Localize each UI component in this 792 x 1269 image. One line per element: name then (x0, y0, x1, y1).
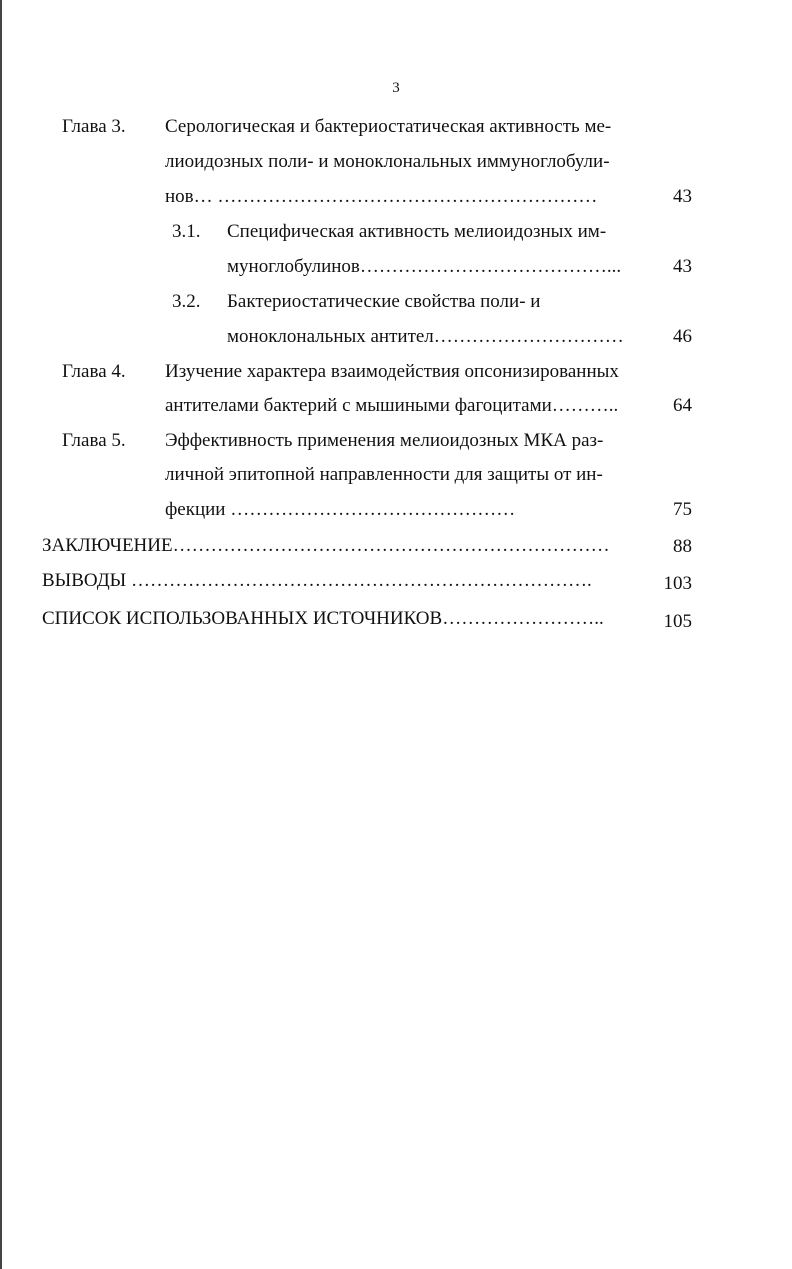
toc-chapter-4-page: 64 (673, 395, 692, 416)
toc-findings-page: 103 (663, 573, 692, 594)
toc-section-3-1-title-line-1: Специфическая активность мелиоидозных им- (227, 221, 607, 242)
toc-conclusion-page: 88 (673, 536, 692, 557)
toc-chapter-3-page: 43 (673, 186, 692, 207)
toc-chapter-5-title-line-1: Эффективность применения мелиоидозных МКА раз- (165, 430, 604, 451)
toc-chapter-5-title-line-2: личной эпитопной направленности для защиты от ин- (165, 464, 603, 485)
toc-chapter-5-title-line-3: фекции ……………………………………… (165, 499, 516, 520)
toc-chapter-4-title-line-2: антителами бактерий с мышиными фагоцитами……….. (165, 395, 619, 416)
toc-section-3-2-title-line-2: моноклональных антител………………………… (227, 326, 624, 347)
toc-section-3-1-page: 43 (673, 256, 692, 277)
toc-chapter-3-label: Глава 3. (62, 116, 126, 137)
toc-section-3-2-number: 3.2. (172, 291, 201, 312)
toc-section-3-2-title-line-1: Бактериостатические свойства поли- и (227, 291, 541, 312)
toc-chapter-3-title-line-2: лиоидозных поли- и моноклональных иммуноглобули- (165, 151, 610, 172)
toc-references-title: СПИСОК ИСПОЛЬЗОВАННЫХ ИСТОЧНИКОВ…………………….. (42, 608, 604, 629)
toc-section-3-1-number: 3.1. (172, 221, 201, 242)
toc-findings-title: ВЫВОДЫ ………………………………………………………………. (42, 570, 592, 591)
toc-chapter-5-label: Глава 5. (62, 430, 126, 451)
toc-chapter-4-label: Глава 4. (62, 361, 126, 382)
page-number: 3 (392, 80, 400, 96)
toc-chapter-5-page: 75 (673, 499, 692, 520)
toc-chapter-3-title-line-1: Серологическая и бактериостатическая активность ме- (165, 116, 612, 137)
toc-chapter-3-title-line-3: нов… …………………………………………………… (165, 186, 598, 207)
toc-chapter-4-title-line-1: Изучение характера взаимодействия опсонизированных (165, 361, 619, 382)
toc-section-3-2-page: 46 (673, 326, 692, 347)
toc-section-3-1-title-line-2: муноглобулинов…………………………………... (227, 256, 622, 277)
toc-references-page: 105 (663, 611, 692, 632)
toc-conclusion-title: ЗАКЛЮЧЕНИЕ…………………………………………………………… (42, 535, 610, 556)
scan-left-edge (0, 0, 2, 1269)
